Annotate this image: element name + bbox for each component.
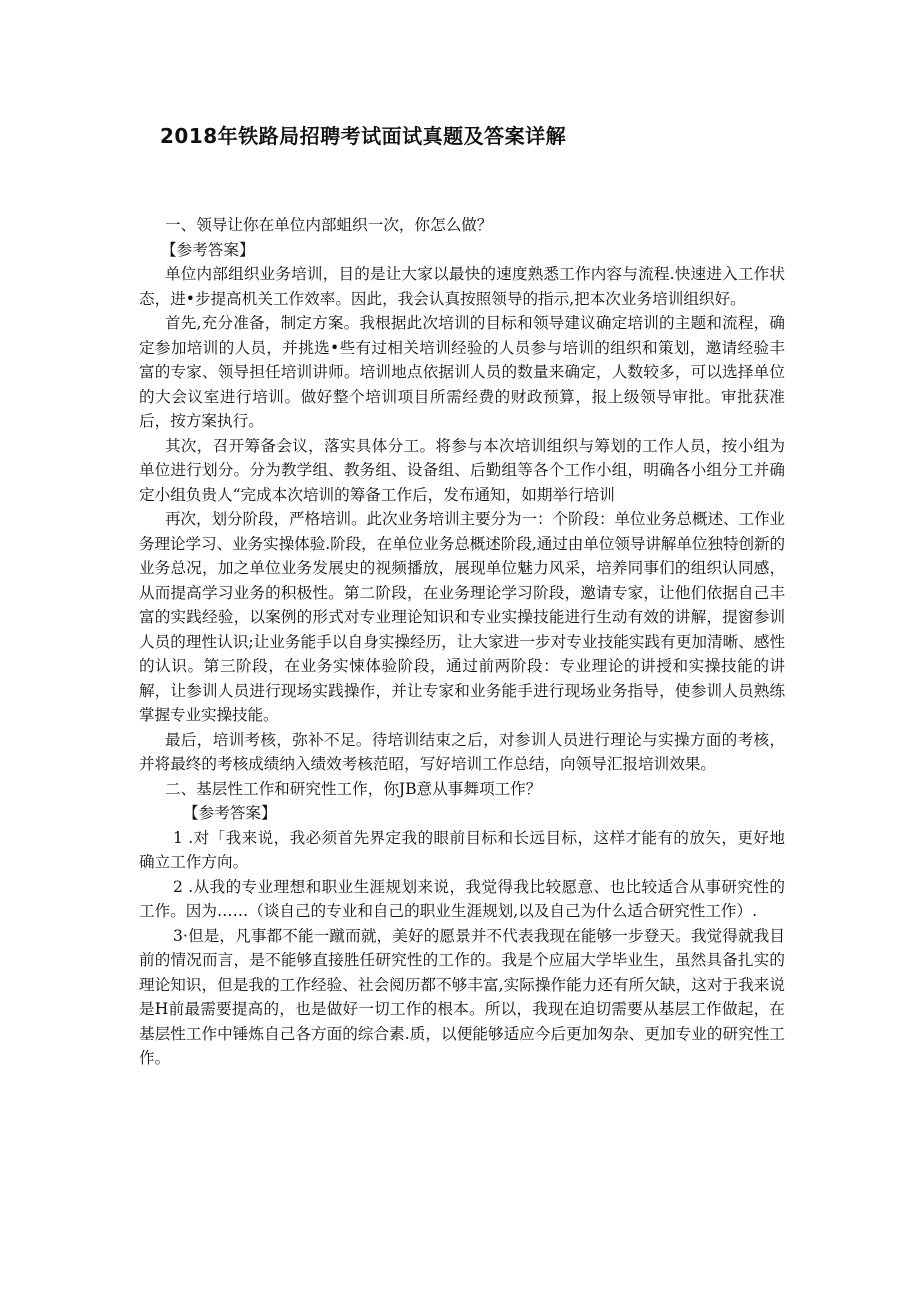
question-heading: 二、基层性工作和研究性工作，你JB意从事舞项工作？ — [165, 779, 542, 798]
answer-paragraph: 1 .对「我来说，我必须首先界定我的眼前目标和长远目标，这样才能有的放矢，更好地确立工作方向。 — [139, 828, 785, 871]
answer-paragraph: 单位内部组织业务培训，目的是让大家以最快的速度熟悉工作内容与流程.快速进入工作状态，进•步提高机关工作效率。因此，我会认真按照领导的指示,把本次业务培训组织好。 — [139, 265, 785, 308]
answer-paragraph: 最后，培训考核，弥补不足。待培训结束之后，对参训人员进行理论与实操方面的考核，并将最终的考核成绩纳入绩效考核范昭，写好培训工作总结，向领导汇报培训效果。 — [139, 730, 785, 773]
answer-label: 【参考答案】 — [161, 240, 255, 259]
document-body — [139, 213, 785, 1071]
answer-paragraph: 首先,充分准备，制定方案。我根据此次培训的目标和领导建议确定培训的主题和流程，确定参加培训的人员，并挑选•些有过相关培训经验的人员参与培训的组织和策划，邀请经验丰富的专家、领导担任培训讲师。培训地点依据训人员的数量来确定，人数较多，可以选择单位的大会议室进行培训。做好整个培训项目所需经费的财政预算，报上级领导审批。审批获准后，按方案执行。 — [139, 314, 785, 430]
answer-label: 【参考答案】 — [183, 804, 277, 822]
question-section-1 — [139, 213, 785, 777]
question-section-2 — [139, 777, 785, 1071]
answer-paragraph: 2 .从我的专业理想和职业生涯规划来说，我觉得我比较愿意、也比较适合从事研究性的工作。因为……（谈自己的专业和自己的职业生涯规划,以及自己为什么适合研究性工作）. — [139, 877, 785, 920]
answer-paragraph: 其次，召开筹备会议，落实具体分工。将参与本次培训组织与筹划的工作人员，按小组为单位进行划分。分为教学组、教务组、设备组、后勤组等各个工作小组，明确各小组分工并确定小组负贵人“完成本次培训的筹备工作后，发布通知，如期举行培训 — [139, 436, 785, 504]
question-heading: 一、领导让你在单位内部蛆织一次，你怎么做？ — [165, 216, 493, 234]
answer-paragraph: 3·但是，凡事都不能一蹴而就，美好的愿景并不代表我现在能够一步登天。我觉得就我目前的情况而言，是不能够直接胜任研究性的工作的。我是个应届大学毕业生，虽然具备扎实的理论知识，但是我的工作经验、社会阅历都不够丰富,实际操作能力还有所欠缺，这对于我来说是H前最需要提高的，也是做好一切工作的根本。所以，我现在迫切需要从基层工作做起，在基层性工作中锤炼自己各方面的综合素.质，以便能够适应今后更加匆杂、更加专业的研究性工作。 — [139, 926, 785, 1067]
document-title: 2018年铁路局招聘考试面试真题及答案详解 — [160, 124, 567, 148]
answer-paragraph: 再次，划分阶段，严格培训。此次业务培训主要分为一：个阶段：单位业务总概述、工作业务理论学习、业务实操体验.阶段，在单位业务总概述阶段,通过由单位领导讲解单位独特创新的业务总况，加之单位业务发展史的视频播放，展现单位魅力风采，培养同事们的组织认同感，从而提高学习业务的积极性。第二阶段，在业务理论学习阶段，邀请专家，让他们依据自己丰富的实践经验，以案例的形式对专业理论知识和专业实操技能进行生动有效的讲解，提窗参训人员的理性认识;让业务能手以自身实操经历，让大家进一步对专业技能实践有更加清晰、感性的认识。第三阶段，在业务实悚体验阶段，通过前两阶段：专业理论的讲授和实操技能的讲解，让参训人员进行现场实践操作，并让专家和业务能手进行现场业务指导，使参训人员熟练掌握专业实操技能。 — [139, 510, 785, 724]
